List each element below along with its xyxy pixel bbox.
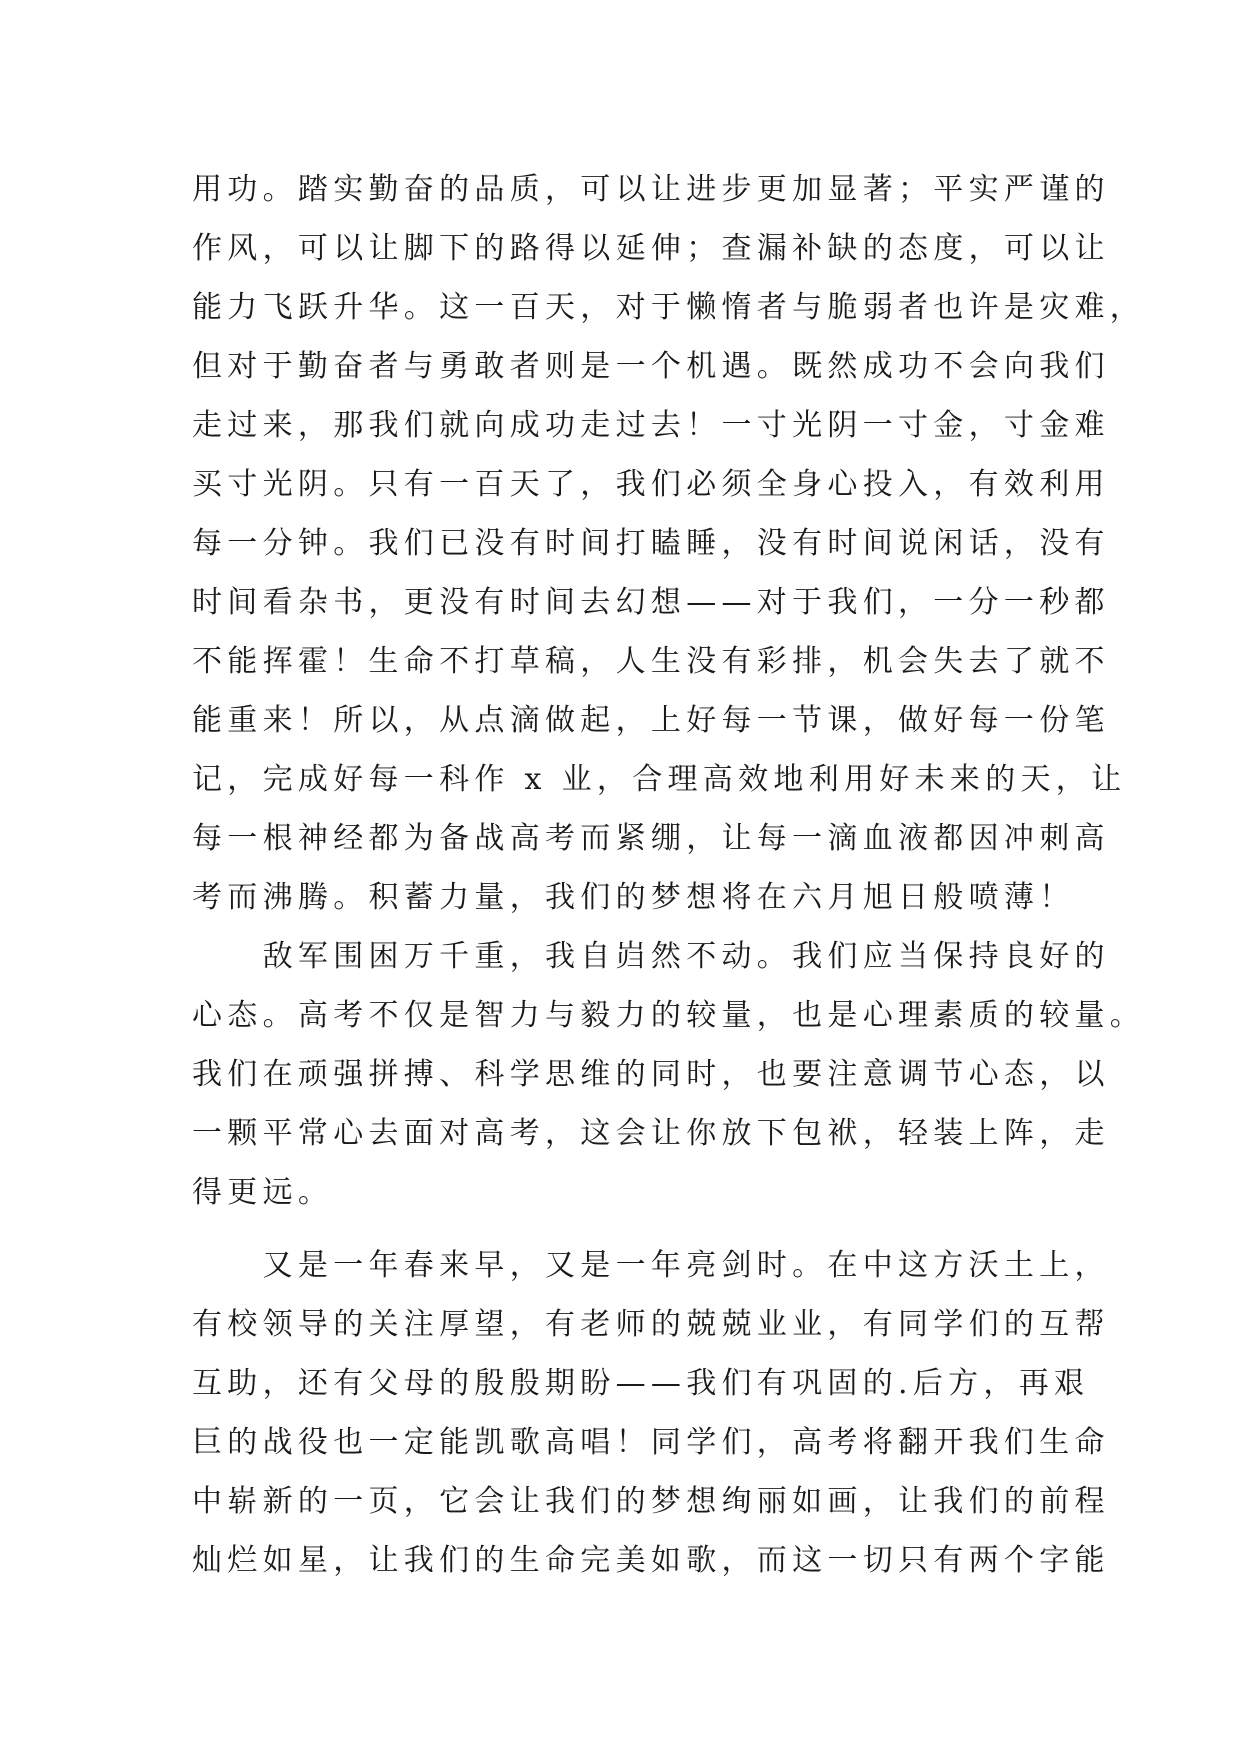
text-line: 每一根神经都为备战高考而紧绷，让每一滴血液都因冲刺高 [192,821,1110,856]
paragraph-gap [192,1222,1052,1236]
paragraph-start: 又是一年春来早，又是一年亮剑时。在中这方沃土上， [192,1248,1110,1283]
text-line: 但对于勤奋者与勇敢者则是一个机遇。既然成功不会向我们 [192,349,1110,384]
text-line: 能重来！所以，从点滴做起，上好每一节课，做好每一份笔 [192,703,1110,738]
text-line: 考而沸腾。积蓄力量，我们的梦想将在六月旭日般喷薄！ [192,880,1075,915]
text-line: 能力飞跃升华。这一百天，对于懒惰者与脆弱者也许是灾难， [192,290,1146,325]
text-line: 互助，还有父母的殷殷期盼——我们有巩固的.后方，再艰 [192,1366,1090,1401]
text-line: 记，完成好每一科作 x 业，合理高效地利用好未来的天，让 [192,762,1127,797]
body-text [192,160,1146,1590]
text-line: 心态。高考不仅是智力与毅力的较量，也是心理素质的较量。 [192,998,1146,1033]
text-line: 一颗平常心去面对高考，这会让你放下包袱，轻装上阵，走 [192,1116,1110,1151]
text-line: 有校领导的关注厚望，有老师的兢兢业业，有同学们的互帮 [192,1307,1110,1342]
text-line: 每一分钟。我们已没有时间打瞌睡，没有时间说闲话，没有 [192,526,1110,561]
text-line: 作风，可以让脚下的路得以延伸；查漏补缺的态度，可以让 [192,231,1110,266]
text-line: 灿烂如星，让我们的生命完美如歌，而这一切只有两个字能 [192,1543,1110,1578]
text-line: 巨的战役也一定能凯歌高唱！同学们，高考将翻开我们生命 [192,1425,1110,1460]
text-line: 走过来，那我们就向成功走过去！一寸光阴一寸金，寸金难 [192,408,1110,443]
text-line: 买寸光阴。只有一百天了，我们必须全身心投入，有效利用 [192,467,1110,502]
text-line: 中崭新的一页，它会让我们的梦想绚丽如画，让我们的前程 [192,1484,1110,1519]
paragraph-start: 敌军围困万千重，我自岿然不动。我们应当保持良好的 [192,939,1110,974]
text-line: 不能挥霍！生命不打草稿，人生没有彩排，机会失去了就不 [192,644,1110,679]
text-line: 时间看杂书，更没有时间去幻想——对于我们，一分一秒都 [192,585,1110,620]
text-line: 得更远。 [192,1175,334,1210]
text-line: 我们在顽强拼搏、科学思维的同时，也要注意调节心态，以 [192,1057,1110,1092]
text-line: 用功。踏实勤奋的品质，可以让进步更加显著；平实严谨的 [192,172,1110,207]
